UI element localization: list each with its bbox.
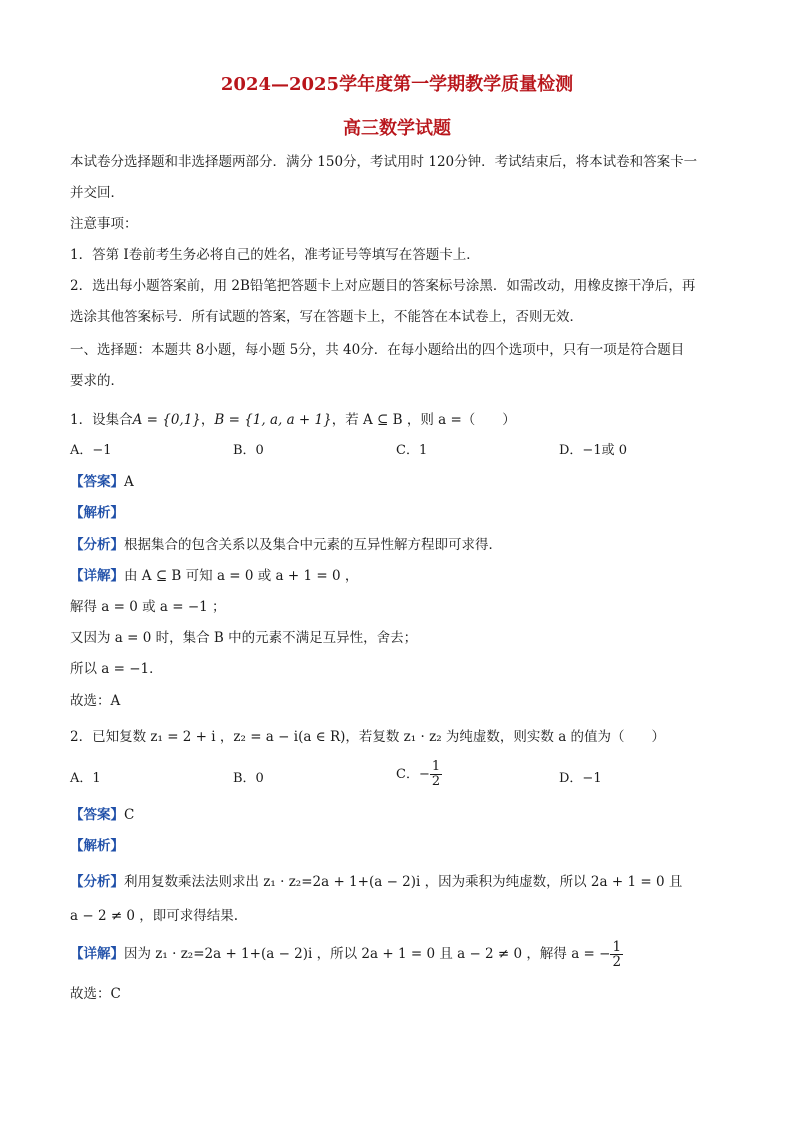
q2-analysis-tag: 【解析】 [70,838,124,854]
q2-answer [70,805,134,825]
q2-option-c-prefix: C．− [396,767,430,782]
q2-choose: 故选：C [70,986,121,1002]
q1-stem [70,410,516,430]
q2-option-c-fraction [430,760,442,789]
q2-detail-tag: 【详解】 [70,946,124,962]
q1-fenxi-text: 根据集合的包含关系以及集合中元素的互异性解方程即可求得． [124,537,502,553]
q2-answer-value: C [124,807,135,823]
q1-option-b: B．0 [233,443,264,458]
q1-fenxi [70,535,502,555]
q1-answer [70,472,134,492]
q1-option-a: A．−1 [70,443,112,458]
intro-line-2: 并交回． [70,185,124,201]
q1-set-b: B = {1, a, a + 1} [214,412,332,428]
q2-option-d: D．−1 [559,771,602,786]
q1-detail-text: 由 A ⊆ B 可知 a = 0 或 a + 1 = 0 ， [124,568,359,584]
q1-detail [70,566,358,586]
q2-fenxi-text: 利用复数乘法法则求出 z₁ · z₂=2a + 1+(a − 2)i ，因为乘积为纯虚数，所以 2a + 1 = 0 且 [124,874,683,890]
q1-step-2: 又因为 a = 0 时，集合 B 中的元素不满足互异性，舍去； [70,630,418,646]
q1-choose: 故选：A [70,693,121,709]
q1-answer-value: A [124,474,134,490]
notice-2b: 选涂其他答案标号．所有试题的答案，写在答题卡上，不能答在本试卷上，否则无效． [70,309,583,325]
q1-analysis-tag: 【解析】 [70,505,124,521]
q1-answer-tag: 【答案】 [70,474,124,490]
q1-comma: ， [200,412,215,428]
q1-analysis [70,503,124,523]
q2-fenxi [70,872,682,892]
section-heading-b: 要求的． [70,373,124,389]
notice-1: 1．答第 I卷前考生务必将自己的姓名，准考证号等填写在答题卡上． [70,247,480,263]
exam-subtitle: 高三数学试题 [343,118,451,139]
q1-option-d: D．−1或 0 [559,443,627,458]
q2-stem: 2．已知复数 z₁ = 2 + i ，z₂ = a − i(a ∈ R)，若复数 z₁ · z₂ 为纯虚数，则实数 a 的值为（ ） [70,729,666,745]
q2-option-c [396,760,442,789]
q1-stem-prefix: 1．设集合 [70,412,133,428]
q1-condition: ，若 A ⊆ B ，则 a =（ ） [331,412,516,428]
intro-line-1: 本试卷分选择题和非选择题两部分．满分 150分，考试用时 120分钟．考试结束后，将本试卷和答案卡一 [70,154,698,170]
q1-step-1: 解得 a = 0 或 a = −1 ； [70,599,226,615]
q2-fenxi-cont: a − 2 ≠ 0 ，即可求得结果. [70,908,239,924]
fraction-denominator: 2 [612,954,622,970]
fraction-denominator: 2 [431,774,441,789]
q2-analysis [70,836,124,856]
q2-detail [70,940,623,969]
fraction-numerator: 1 [431,759,441,774]
q2-option-b: B．0 [233,771,264,786]
q2-fenxi-tag: 【分析】 [70,874,124,890]
notice-2a: 2．选出每小题答案前，用 2B铅笔把答题卡上对应题目的答案标号涂黑．如需改动，用橡皮擦干净后，再 [70,278,696,294]
exam-title: 2024—2025学年度第一学期教学质量检测 [220,74,574,95]
q1-detail-tag: 【详解】 [70,568,124,584]
fraction-numerator: 1 [612,939,622,955]
q1-step-3: 所以 a = −1． [70,661,163,677]
q2-detail-fraction [610,940,623,969]
q2-answer-tag: 【答案】 [70,807,124,823]
q1-set-a: A = {0,1} [132,412,201,428]
q1-option-c: C．1 [396,443,428,458]
q1-fenxi-tag: 【分析】 [70,537,124,553]
q2-detail-text: 因为 z₁ · z₂=2a + 1+(a − 2)i ，所以 2a + 1 = 0 且 a − 2 ≠ 0 ，解得 a = − [124,946,611,962]
notice-title: 注意事项： [70,216,138,232]
q2-option-a: A．1 [70,771,101,786]
section-heading-a: 一、选择题：本题共 8小题，每小题 5分，共 40分．在每小题给出的四个选项中，只有一项是符合题目 [70,342,685,358]
